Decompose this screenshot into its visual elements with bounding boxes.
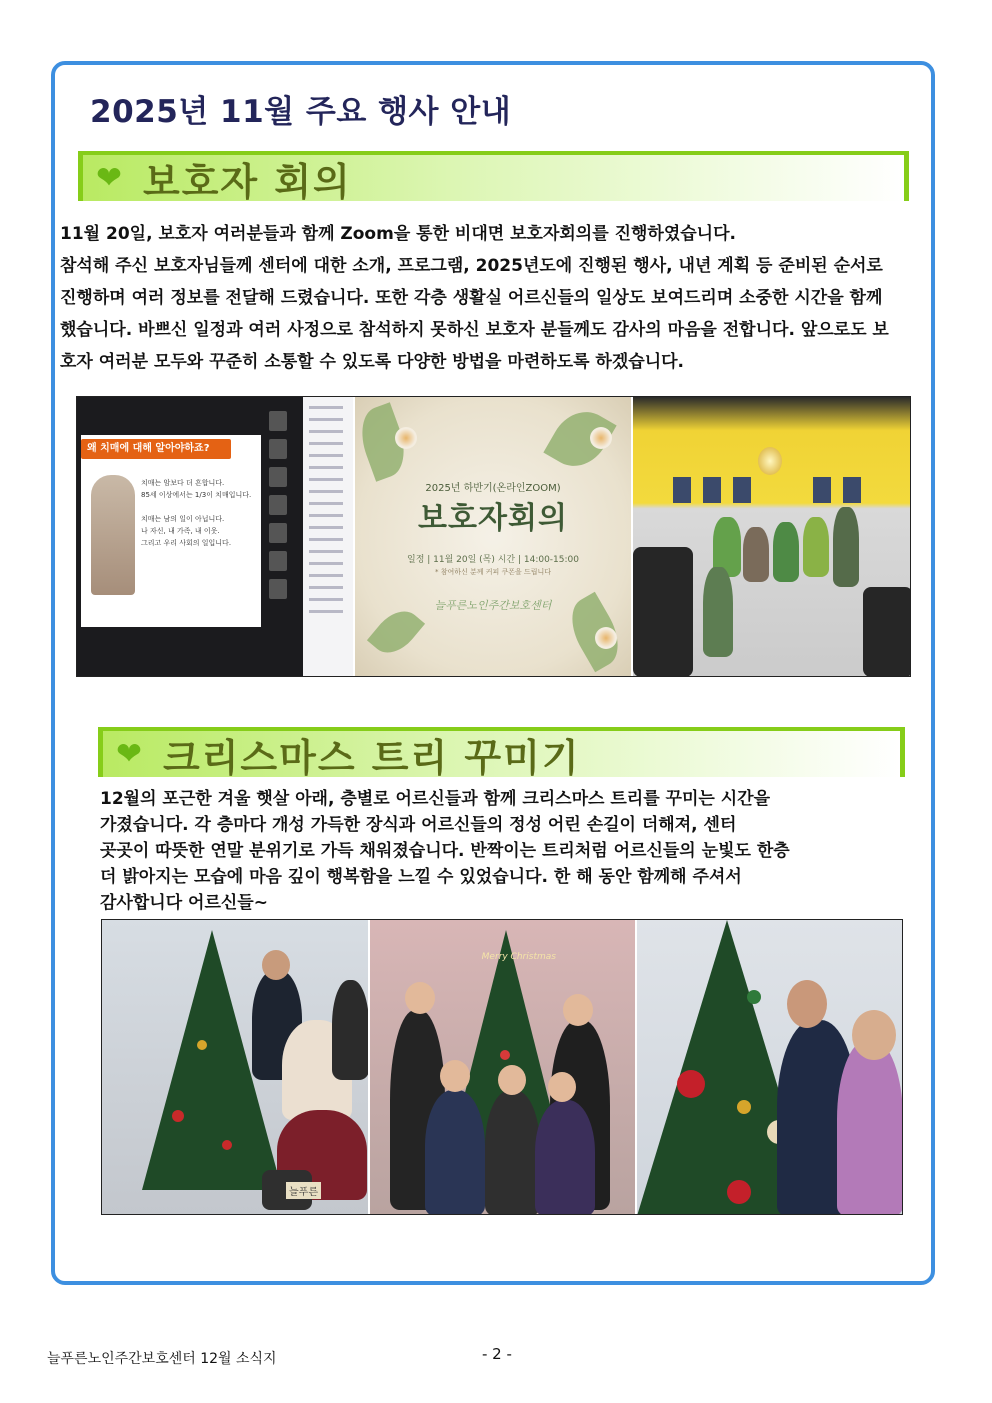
body-line: 12월의 포근한 겨울 햇살 아래, 층별로 어르신들과 함께 크리스마스 트리를 꾸미는 시간을 [100, 789, 770, 809]
body-line: 감사합니다 어르신들~ [100, 893, 268, 913]
merry-christmas-sign: Merry Christmas [481, 952, 556, 962]
zoom-meeting-screenshot [77, 397, 353, 676]
meeting-poster [353, 397, 631, 676]
christmas-photos [101, 919, 903, 1215]
participants-panel [303, 397, 353, 676]
slide-title: 왜 치매에 대해 알아야하죠? [81, 439, 231, 459]
slide-illustration [91, 475, 135, 595]
chandelier [758, 447, 782, 475]
poster-note: * 참여하신 분께 커피 쿠폰을 드립니다 [434, 568, 552, 576]
body-line: 참석해 주신 보호자님들께 센터에 대한 소개, 프로그램, 2025년도에 진행된 행사, 내년 계획 등 준비된 순서로 [60, 256, 883, 276]
body-line: 진행하며 여러 정보를 전달해 드렸습니다. 또한 각층 생활실 어르신들의 일상도 보여드리며 소중한 시간을 함께 [60, 288, 883, 308]
body-line: 했습니다. 바쁘신 일정과 여러 사정으로 참석하지 못하신 보호자 분들께도 감사의 마음을 전합니다. 앞으로도 보 [60, 320, 889, 340]
slide-text: 치매는 암보다 더 흔합니다. 85세 이상에서는 1/3이 치매입니다. 치매는 남의 일이 아닙니다. 나 자신, 내 가족, 내 이웃. 그리고 우리 사회의 일입니다. [141, 479, 252, 547]
christmas-photo-3 [635, 920, 902, 1214]
body-line: 11월 20일, 보호자 여러분들과 함께 Zoom을 통한 비대면 보호자회의를 진행하였습니다. [60, 224, 736, 244]
footer-newsletter-name: 늘푸른노인주간보호센터 12월 소식지 [47, 1351, 277, 1367]
heart-icon: ❤ [96, 160, 122, 196]
poster-subtitle: 2025년 하반기(온라인ZOOM) [425, 483, 561, 494]
section-heading-christmas-tree [98, 727, 905, 780]
page-title: 2025년 11월 주요 행사 안내 [90, 94, 512, 130]
body-line: 더 밝아지는 모습에 마음 깊이 행복함을 느낄 수 있었습니다. 한 해 동안 함께해 주셔서 [100, 867, 742, 887]
body-line: 호자 여러분 모두와 꾸준히 소통할 수 있도록 다양한 방법을 마련하도록 하겠습니다. [60, 352, 684, 372]
page-number: - 2 - [482, 1345, 512, 1363]
section-title: 크리스마스 트리 꾸미기 [163, 735, 581, 780]
section1-body [60, 218, 889, 378]
guardian-meeting-photos [76, 396, 911, 677]
poster-schedule: 일정 | 11월 20일 (목) 시간 | 14:00-15:00 [407, 555, 579, 565]
section2-body [100, 786, 790, 916]
body-line: 곳곳이 따뜻한 연말 분위기로 가득 채워졌습니다. 반짝이는 트리처럼 어르신들의 눈빛도 한층 [100, 841, 790, 861]
christmas-photo-2 [368, 920, 636, 1214]
section-heading-guardian-meeting [78, 151, 909, 204]
christmas-photo-1 [102, 920, 368, 1214]
poster-logo: 늘푸른노인주간보호센터 [434, 599, 552, 612]
heart-icon: ❤ [116, 736, 142, 772]
section-title: 보호자 회의 [143, 159, 352, 204]
body-line: 가졌습니다. 각 층마다 개성 가득한 장식과 어르신들의 정성 어린 손길이 더해져, 센터 [100, 815, 737, 835]
activity-room-photo [631, 397, 910, 676]
poster-title: 보호자회의 [418, 501, 568, 536]
presentation-slide [81, 435, 261, 627]
wheelchair-tag: 늘푸른 [286, 1182, 321, 1199]
participant-thumbnails [269, 411, 291, 607]
